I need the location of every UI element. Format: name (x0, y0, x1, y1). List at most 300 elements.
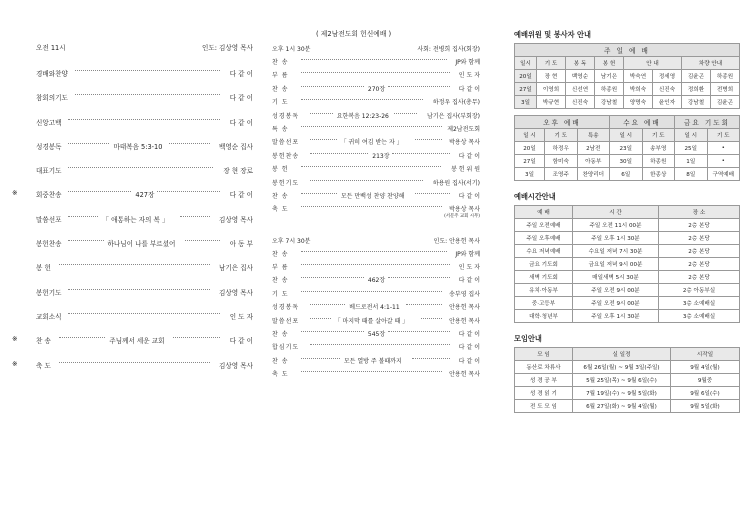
table-cell: 8일 (675, 168, 708, 181)
table-cell: 신진숙 (653, 83, 682, 96)
table-cell: 박희숙 (624, 83, 653, 96)
table-header: 일 시 (675, 129, 708, 142)
wednesday-service-header: 수요 예배 (610, 116, 675, 129)
service-item-label: 축 도 (272, 371, 289, 379)
table-cell: 3일 (515, 168, 545, 181)
service-item (268, 369, 480, 382)
leader-dots (301, 59, 447, 60)
table-cell: 3층 소예배실 (659, 297, 740, 310)
service-item (268, 302, 480, 315)
service-item-person: 김상영 목사 (219, 288, 253, 297)
service-times-title: 예배시간안내 (514, 192, 556, 201)
meetings-table (514, 347, 740, 413)
service-item-note: (서문주 교회 시무) (444, 214, 480, 220)
table-header: 실 일정 (573, 348, 671, 361)
table-cell: 하종원 (711, 70, 740, 83)
table-cell: 중·고등부 (515, 297, 573, 310)
table-cell: 9월 4일(월) (671, 361, 740, 374)
service-item (18, 141, 253, 165)
leader-dots (310, 139, 337, 140)
leader-dots (310, 318, 331, 319)
table-row (515, 271, 740, 284)
afternoon-evening-service-order (268, 30, 480, 383)
table-cell: 금요일 저녁 9시 00분 (573, 258, 659, 271)
table-row (515, 70, 740, 83)
service-item (18, 117, 253, 141)
service-item (268, 178, 480, 191)
evening-service-time: 오후 7시 30분 (272, 237, 311, 245)
service-item-person: 하정우 집사(총무) (432, 99, 480, 107)
service-item-person: 다 같 이 (229, 191, 253, 200)
leader-dots (68, 216, 98, 217)
service-item-label: 특 송 (272, 125, 289, 133)
table-cell: 하종원 (595, 83, 624, 96)
table-cell: 김윤곤 (711, 96, 740, 109)
leader-dots (301, 166, 441, 167)
service-item-label: 말씀선포 (272, 317, 300, 325)
table-cell: 9월 5일(화) (671, 400, 740, 413)
table-cell: 주일 오전 9시 00분 (573, 284, 659, 297)
service-item-detail: 베드로전서 4:1-11 (349, 304, 400, 312)
service-item-detail: 마태복음 5:3-10 (113, 142, 163, 151)
table-cell: 조영주 (545, 168, 578, 181)
leader-dots (301, 72, 450, 73)
morning-service-leader: 인도: 김상영 목사 (201, 44, 253, 52)
table-cell: 2층 본당 (659, 258, 740, 271)
table-cell: 박숙연 (624, 70, 653, 83)
leader-dots (310, 180, 423, 181)
table-cell: 장 현 (537, 70, 566, 83)
table-header: 기 도 (642, 129, 675, 142)
afternoon-service-leader: 사회: 전병희 집사(회장) (417, 46, 480, 53)
service-item (268, 204, 480, 220)
table-cell: 6일 (610, 168, 643, 181)
service-item (18, 311, 253, 335)
service-item-detail: 213장 (372, 152, 390, 160)
service-item-person: 송부영 집사 (449, 290, 480, 298)
service-item-label: 찬 송 (272, 85, 289, 93)
service-item-label: 찬 송 (272, 59, 289, 66)
service-item-label: 회중찬송 (36, 191, 62, 200)
service-item-person: 다 같 이 (458, 277, 480, 285)
service-item-person: 다 같 이 (458, 344, 480, 352)
service-item-label: 합심기도 (272, 344, 300, 352)
service-item-label: 축 도 (36, 361, 51, 370)
table-cell: 3일 (515, 96, 537, 109)
leader-dots (68, 240, 103, 241)
leader-dots (301, 251, 447, 252)
table-row (515, 374, 740, 387)
leader-dots (75, 70, 220, 71)
service-item-label: 봉헌기도 (272, 179, 300, 187)
service-item-person: 다 같 이 (458, 152, 480, 160)
service-item (268, 70, 480, 83)
leader-dots (301, 126, 441, 127)
service-item-person: 다 같 이 (458, 85, 480, 93)
leader-dots (310, 344, 450, 345)
table-cell: • (707, 155, 740, 168)
service-item-detail: 하나님이 나를 부르셨어 (107, 240, 176, 249)
service-item-label: 신앙고백 (36, 118, 62, 127)
table-cell: 27일 (515, 155, 545, 168)
service-item-detail: 「 마지막 때를 살아갈 때 」 (334, 317, 409, 325)
service-item (268, 356, 480, 369)
leader-dots (185, 240, 220, 241)
table-cell: 25일 (675, 142, 708, 155)
table-cell: 하종원 (642, 155, 675, 168)
service-item (268, 84, 480, 97)
service-item-person: 다 같 이 (229, 118, 253, 127)
leader-dots (310, 153, 368, 154)
service-item-detail: 주님께서 세운 교회 (109, 337, 165, 346)
table-row (515, 297, 740, 310)
leader-dots (301, 277, 364, 278)
leader-dots (301, 291, 441, 292)
leader-dots (301, 206, 441, 207)
service-item (268, 289, 480, 302)
table-cell: 주일 오전 11시 00분 (573, 219, 659, 232)
service-item (12, 335, 253, 359)
service-item-label: 참회의기도 (36, 94, 68, 103)
table-cell: 9월중 (671, 374, 740, 387)
service-item (268, 275, 480, 288)
leader-dots (173, 337, 220, 338)
service-item-person: JP와 함께 (455, 59, 480, 66)
leader-dots (68, 191, 131, 192)
leader-dots (310, 113, 333, 114)
service-item-person: 김상영 목사 (219, 361, 253, 370)
table-cell: 6월 26일(월) ~ 9월 3일(주일) (573, 361, 671, 374)
leader-dots (68, 313, 220, 314)
afternoon-service-time: 오후 1시 30분 (272, 46, 311, 53)
table-header: 시 간 (573, 206, 659, 219)
service-item-label: 봉 헌 (36, 264, 51, 273)
service-item (268, 124, 480, 137)
leader-dots (301, 193, 337, 194)
leader-dots (301, 264, 450, 265)
service-item-label: 교회소식 (36, 312, 62, 321)
table-cell: 구역예배 (707, 168, 740, 181)
service-item-detail: 「 귀히 여김 받는 자 」 (340, 139, 403, 147)
service-item-detail: 545장 (367, 331, 386, 339)
leader-dots (421, 318, 442, 319)
evening-service-leader: 인도: 안용헌 목사 (433, 237, 480, 245)
table-cell: 7월 19일(수) ~ 9월 5일(화) (573, 387, 671, 400)
service-item (268, 164, 480, 177)
weekday-servants-table (514, 115, 740, 181)
service-item-label: 성경봉독 (272, 304, 300, 312)
service-item-person: 안용헌 목사 (449, 304, 480, 312)
service-item-detail: 요한복음 12:23-26 (336, 112, 389, 120)
service-item-person: 박용상 목사 (449, 139, 480, 147)
service-item-label: 봉 헌 (272, 166, 289, 174)
table-header: 기 도 (537, 57, 566, 70)
leader-dots (68, 119, 220, 120)
service-item-detail: 270장 (367, 85, 386, 93)
leader-dots (301, 371, 441, 372)
table-cell: 송부영 (642, 142, 675, 155)
table-cell: 정세영 (653, 70, 682, 83)
table-cell: 성 경 읽 기 (515, 387, 573, 400)
table-cell: 성 경 공 부 (515, 374, 573, 387)
morning-service-order (12, 42, 253, 384)
service-item-person: 박용상 목사 (449, 206, 480, 214)
service-item-person: 인 도 자 (229, 312, 253, 321)
leader-dots (59, 264, 211, 265)
service-item-detail: 모든 만백성 찬양 찬양해 (340, 192, 405, 200)
table-cell: 대학·청년부 (515, 310, 573, 323)
service-item-person: JP와 함께 (455, 250, 480, 258)
table-cell: 20일 (515, 142, 545, 155)
table-cell: 함미숙 (545, 155, 578, 168)
table-cell: 23일 (610, 142, 643, 155)
service-item-label: 찬 송 (272, 357, 289, 365)
table-cell: 3층 소예배실 (659, 310, 740, 323)
table-cell: • (707, 142, 740, 155)
service-item (18, 214, 253, 238)
table-cell: 아동부 (577, 155, 610, 168)
service-item-person: 인 도 자 (458, 264, 480, 272)
service-item (268, 137, 480, 150)
servants-section-title: 예배위원 및 봉사자 안내 (514, 30, 591, 39)
required-stand-mark: ※ (12, 189, 18, 198)
table-header: 특송 (577, 129, 610, 142)
service-item-label: 찬 송 (272, 331, 289, 339)
friday-prayer-header: 금요 기도회 (675, 116, 740, 129)
service-item (268, 97, 480, 110)
service-item-label: 봉헌기도 (36, 288, 62, 297)
morning-service-time: 오전 11시 (36, 44, 66, 52)
leader-dots (388, 331, 451, 332)
service-item-detail: 「 애통하는 자의 복 」 (102, 215, 169, 224)
table-cell: 6월 27일(화) ~ 9월 4일(월) (573, 400, 671, 413)
service-item (268, 151, 480, 164)
table-cell: 5월 25일(목) ~ 9월 6일(수) (573, 374, 671, 387)
table-header: 안 내 (624, 57, 682, 70)
service-item (268, 191, 480, 204)
table-header: 장 소 (659, 206, 740, 219)
service-item-label: 부 름 (272, 264, 289, 272)
table-header: 기 도 (707, 129, 740, 142)
leader-dots (310, 304, 345, 305)
leader-dots (157, 191, 220, 192)
table-cell: 신선연 (566, 83, 595, 96)
service-item-detail: 462장 (367, 277, 386, 285)
table-header: 일 시 (515, 129, 545, 142)
table-row (515, 232, 740, 245)
service-item-label: 찬 송 (272, 192, 289, 200)
service-item-person: 봉 헌 위 원 (451, 166, 480, 174)
leader-dots (68, 289, 210, 290)
table-cell: 주일 오후예배 (515, 232, 573, 245)
service-item-label: 기 도 (272, 290, 289, 298)
leader-dots (415, 139, 442, 140)
table-row (515, 258, 740, 271)
table-cell: 새벽 기도회 (515, 271, 573, 284)
service-item (268, 57, 480, 70)
table-cell: 박규현 (537, 96, 566, 109)
table-header: 일시 (515, 57, 537, 70)
table-row (515, 310, 740, 323)
spacer (18, 54, 253, 68)
table-cell: 한종상 (642, 168, 675, 181)
service-item-person: 김상영 목사 (219, 215, 253, 224)
service-item (268, 111, 480, 124)
leader-dots (301, 86, 364, 87)
table-cell: 강남철 (682, 96, 711, 109)
service-item-label: 찬 송 (36, 337, 51, 346)
service-item-person: 다 같 이 (458, 357, 480, 365)
service-item (18, 165, 253, 189)
leader-dots (169, 143, 210, 144)
service-item (12, 189, 253, 213)
sunday-service-title: 주 일 예 배 (515, 44, 740, 57)
service-item-person: 다 같 이 (458, 192, 480, 200)
service-item-person: 다 같 이 (458, 331, 480, 339)
table-header: 차량 안내 (682, 57, 740, 70)
service-item-detail: 모든 열방 주 볼때까지 (343, 357, 402, 365)
service-item (12, 359, 253, 384)
table-cell: 2층 본당 (659, 219, 740, 232)
table-cell: 동산로 차류사 (515, 361, 573, 374)
table-cell: 2남전 (577, 142, 610, 155)
service-item (18, 287, 253, 311)
afternoon-service (268, 30, 480, 220)
service-item-label: 기 도 (272, 99, 289, 107)
table-cell: 정희환 (682, 83, 711, 96)
leader-dots (388, 86, 451, 87)
leader-dots (406, 304, 441, 305)
leader-dots (301, 331, 364, 332)
table-cell: 2층 본당 (659, 271, 740, 284)
leader-dots (412, 358, 451, 359)
leader-dots (301, 358, 340, 359)
leader-dots (59, 362, 211, 363)
service-item-label: 찬 송 (272, 250, 289, 258)
service-item-detail: 427장 (135, 191, 155, 200)
table-row (515, 168, 740, 181)
table-cell: 금요 기도회 (515, 258, 573, 271)
table-row (515, 142, 740, 155)
service-item (18, 68, 253, 92)
table-header: 봉 독 (566, 57, 595, 70)
table-cell: 전병희 (711, 83, 740, 96)
table-cell: 2층 아동부실 (659, 284, 740, 297)
table-row (515, 219, 740, 232)
service-item-person: 안용헌 목사 (449, 317, 480, 325)
table-cell: 찬양리더 (577, 168, 610, 181)
service-item-person: 다 같 이 (229, 337, 253, 346)
service-item-label: 봉헌찬송 (36, 240, 62, 249)
table-cell: 주일 오전예배 (515, 219, 573, 232)
service-item-label: 말씀선포 (36, 215, 62, 224)
service-item-person: 하용원 집사(서기) (432, 179, 480, 187)
service-item-label: 대표기도 (36, 167, 62, 176)
leader-dots (75, 94, 220, 95)
service-item-label: 말씀선포 (272, 139, 300, 147)
table-cell: 신진숙 (566, 96, 595, 109)
table-cell: 주일 오전 9시 00분 (573, 297, 659, 310)
table-cell: 하정우 (545, 142, 578, 155)
table-cell: 백영순 (566, 70, 595, 83)
table-row (515, 83, 740, 96)
service-item-label: 경배와찬양 (36, 70, 68, 78)
service-item (268, 329, 480, 342)
service-item (268, 316, 480, 329)
required-stand-mark: ※ (12, 335, 18, 344)
table-cell: 유치·아동부 (515, 284, 573, 297)
table-cell: 수요 저녁예배 (515, 245, 573, 258)
service-item-person: 백영순 집사 (219, 142, 253, 151)
leader-dots (59, 337, 106, 338)
service-item-person: 남기은 집사 (219, 264, 253, 273)
service-item-label: 부 름 (272, 72, 289, 80)
table-cell: 이영희 (537, 83, 566, 96)
table-cell: 주일 오후 1시 30분 (573, 310, 659, 323)
table-row (515, 96, 740, 109)
table-cell: 양명숙 (624, 96, 653, 109)
leader-dots (388, 277, 451, 278)
table-header: 모 임 (515, 348, 573, 361)
service-item-label: 성경봉독 (36, 142, 62, 151)
service-times-table (514, 205, 740, 323)
table-header: 예 배 (515, 206, 573, 219)
table-row (515, 245, 740, 258)
service-item (18, 238, 253, 262)
service-item-label: 봉헌찬송 (272, 152, 300, 160)
table-cell: 27일 (515, 83, 537, 96)
table-header: 일 시 (610, 129, 643, 142)
sunday-servants-table (514, 43, 740, 109)
table-cell: 2층 본당 (659, 245, 740, 258)
leader-dots (68, 167, 213, 168)
table-cell: 윤인자 (653, 96, 682, 109)
service-item-person: 다 같 이 (229, 94, 253, 103)
table-header: 시작일 (671, 348, 740, 361)
evening-service (268, 236, 480, 383)
afternoon-service-title: ( 제2남전도회 헌신예배 ) (316, 30, 392, 38)
table-cell: 강남철 (595, 96, 624, 109)
service-item-person: 안용헌 목사 (449, 371, 480, 379)
table-cell: 김윤곤 (682, 70, 711, 83)
morning-service-header (18, 42, 253, 54)
service-item (18, 262, 253, 286)
service-item-person: 아 동 부 (229, 240, 253, 249)
table-cell: 20일 (515, 70, 537, 83)
table-row (515, 387, 740, 400)
service-item-person: 장 현 장로 (223, 167, 253, 176)
afternoon-service-header: 오후 예배 (515, 116, 610, 129)
table-header: 봉 헌 (595, 57, 624, 70)
table-row (515, 400, 740, 413)
required-stand-mark: ※ (12, 359, 18, 368)
table-cell: 매일새벽 5시 30분 (573, 271, 659, 284)
service-item-person: 남기은 집사(부회장) (427, 112, 480, 120)
right-column (514, 30, 740, 413)
service-item (268, 249, 480, 262)
leader-dots (180, 216, 210, 217)
service-item-label: 축 도 (272, 206, 289, 214)
table-row (515, 361, 740, 374)
service-item-person: 제2남전도회 (447, 125, 480, 133)
table-row (515, 284, 740, 297)
table-cell: 주일 오후 1시 30분 (573, 232, 659, 245)
table-cell: 남기은 (595, 70, 624, 83)
leader-dots (415, 193, 451, 194)
service-item (268, 342, 480, 355)
service-item-person: 인 도 자 (458, 72, 480, 80)
table-header: 기 도 (545, 129, 578, 142)
